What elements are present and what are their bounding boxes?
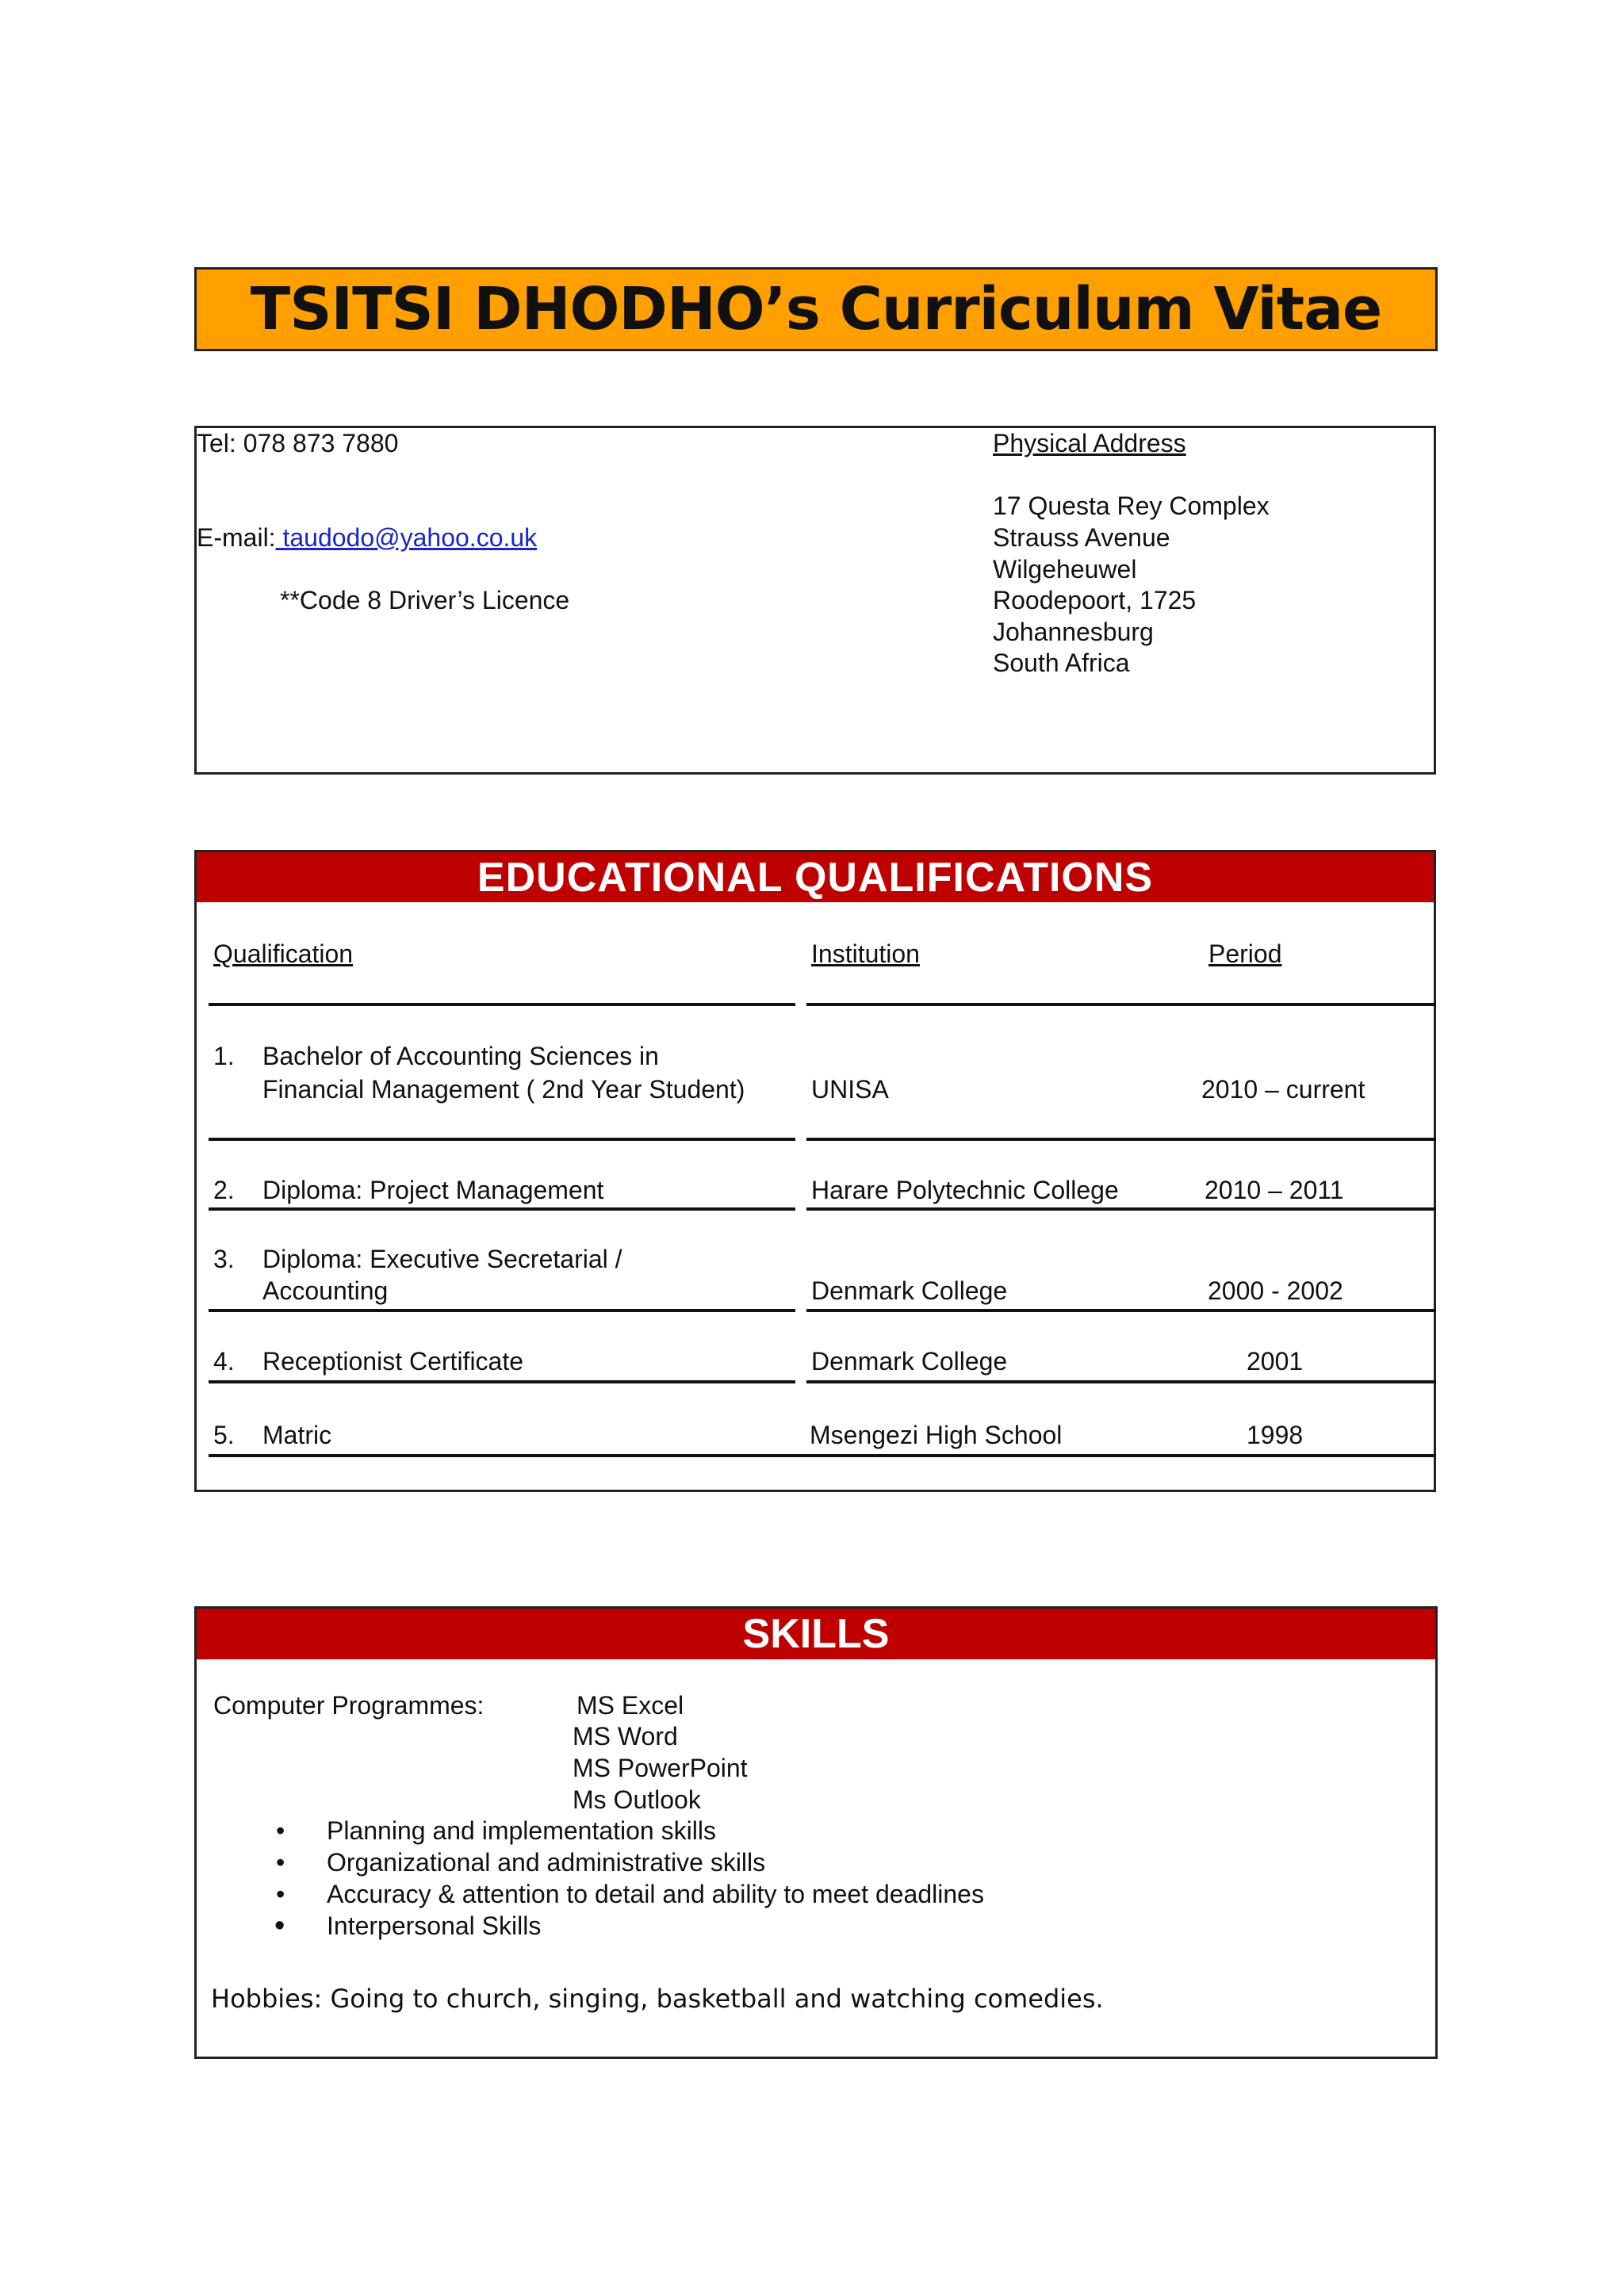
address-line: South Africa	[993, 649, 1130, 677]
cv-title-banner	[194, 267, 1438, 351]
cv-title: TSITSI DHODHO’s Curriculum Vitae	[250, 275, 1382, 343]
email-link[interactable]: taudodo@yahoo.co.uk	[275, 523, 538, 552]
bullet-icon: •	[276, 1816, 285, 1845]
institution-text: Harare Polytechnic College	[811, 1176, 1119, 1204]
row-divider	[209, 1003, 795, 1006]
row-divider	[806, 1138, 1436, 1141]
row-divider	[806, 1309, 1436, 1312]
row-number: 3.	[213, 1245, 235, 1273]
institution-text: Denmark College	[811, 1347, 1008, 1376]
address-line: 17 Questa Rey Complex	[993, 492, 1270, 520]
skill-item: Organizational and administrative skills	[327, 1848, 766, 1877]
period-text: 2010 – 2011	[1205, 1176, 1344, 1204]
address-heading: Physical Address	[993, 429, 1186, 457]
row-number: 4.	[213, 1347, 235, 1376]
qualification-text: Accounting	[262, 1276, 389, 1305]
education-heading: EDUCATIONAL QUALIFICATIONS	[197, 852, 1434, 902]
row-divider	[209, 1454, 1436, 1457]
period-text: 2010 – current	[1201, 1075, 1365, 1104]
period-text: 2001	[1247, 1347, 1304, 1376]
row-divider	[209, 1207, 795, 1211]
row-divider	[209, 1138, 795, 1141]
row-divider	[209, 1380, 795, 1383]
institution-text: Denmark College	[811, 1276, 1008, 1305]
row-number: 1.	[213, 1042, 235, 1070]
address-line: Wilgeheuwel	[993, 555, 1137, 584]
bullet-icon: •	[276, 1848, 285, 1877]
row-divider	[806, 1380, 1436, 1383]
address-line: Johannesburg	[993, 618, 1154, 646]
institution-text: UNISA	[811, 1075, 889, 1104]
qualification-text: Bachelor of Accounting Sciences in	[262, 1042, 659, 1070]
period-text: 2000 - 2002	[1208, 1276, 1343, 1305]
column-header-period: Period	[1208, 939, 1282, 968]
licence-text: **Code 8 Driver’s Licence	[280, 586, 570, 614]
programme-item: Ms Outlook	[573, 1785, 701, 1814]
skill-item: Interpersonal Skills	[327, 1911, 542, 1940]
programmes-label: Computer Programmes:	[213, 1691, 485, 1720]
hobbies-text: Hobbies: Going to church, singing, basketball and watching comedies.	[211, 1984, 1104, 2014]
period-text: 1998	[1247, 1421, 1304, 1449]
email-line	[197, 522, 537, 553]
qualification-text: Financial Management ( 2nd Year Student)	[262, 1075, 745, 1104]
email-label: E-mail:	[197, 523, 276, 552]
institution-text: Msengezi High School	[810, 1421, 1063, 1449]
skill-item: Planning and implementation skills	[327, 1816, 716, 1845]
programme-item: MS Excel	[576, 1691, 684, 1720]
address-line: Strauss Avenue	[993, 523, 1170, 552]
row-number: 5.	[213, 1421, 235, 1449]
row-number: 2.	[213, 1176, 235, 1204]
address-line: Roodepoort, 1725	[993, 586, 1197, 614]
programme-item: MS Word	[573, 1722, 678, 1751]
qualification-text: Receptionist Certificate	[262, 1347, 524, 1376]
row-divider	[209, 1309, 795, 1312]
bullet-icon: •	[276, 1880, 285, 1908]
programme-item: MS PowerPoint	[573, 1754, 748, 1782]
skill-item: Accuracy & attention to detail and ability to meet deadlines	[327, 1880, 984, 1908]
tel-line	[197, 427, 398, 459]
column-header-institution: Institution	[811, 939, 920, 968]
row-divider	[806, 1003, 1436, 1006]
skills-heading: SKILLS	[197, 1609, 1435, 1659]
bullet-icon: •	[274, 1909, 285, 1942]
tel-value: 078 873 7880	[243, 429, 399, 457]
qualification-text: Matric	[262, 1421, 332, 1449]
qualification-text: Diploma: Executive Secretarial /	[262, 1245, 622, 1273]
row-divider	[806, 1207, 1436, 1211]
column-header-qualification: Qualification	[213, 939, 354, 968]
qualification-text: Diploma: Project Management	[262, 1176, 604, 1204]
tel-label: Tel:	[197, 429, 236, 457]
